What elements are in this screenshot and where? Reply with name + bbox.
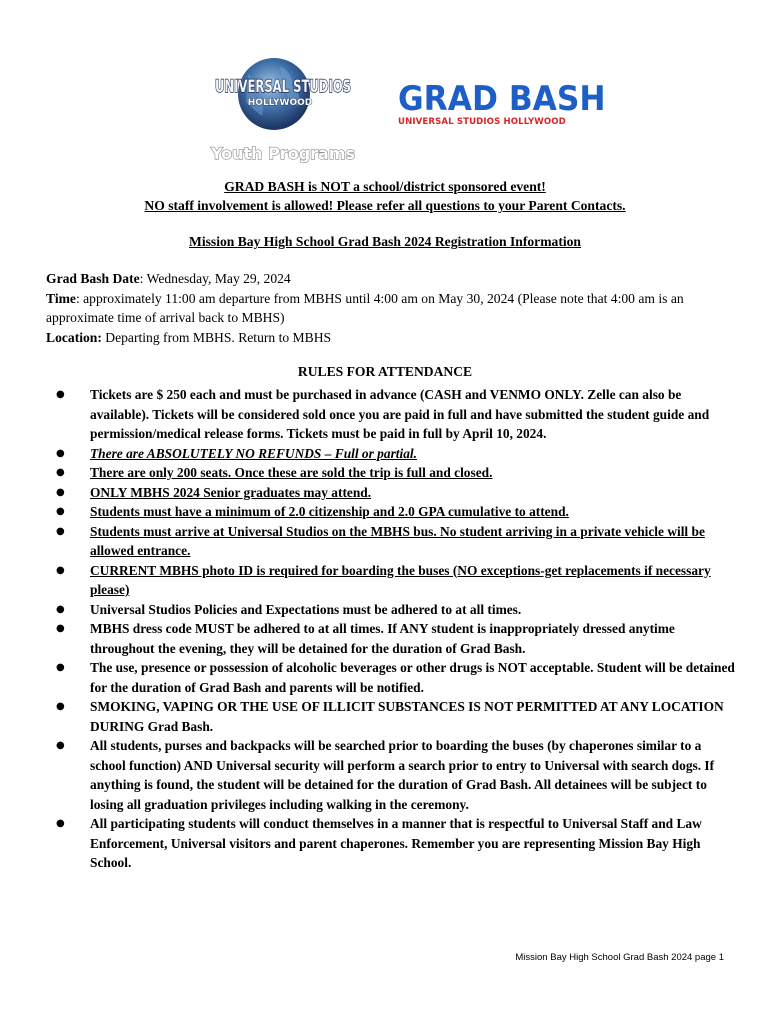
rule-item (56, 814, 736, 873)
location-value: Departing from MBHS. Return to MBHS (101, 329, 332, 345)
rule-item (56, 463, 736, 483)
rule-text: MBHS dress code MUST be adhered to at all times. If ANY student is inappropriately dressed anytime throughout the evening, they will be detained for the duration of Grad Bash. (90, 621, 675, 656)
rule-text: Universal Studios Policies and Expectations must be adhered to at all times. (90, 601, 522, 617)
time-row (46, 289, 726, 328)
bullet-icon: ● (56, 486, 65, 498)
rule-item (56, 736, 736, 814)
bullet-icon: ● (56, 506, 65, 517)
rule-text: CURRENT MBHS photo ID is required for boarding the buses (NO exceptions-get replacements if necessary please) (90, 562, 711, 597)
event-info (46, 269, 726, 347)
bullet-icon: ● (56, 623, 65, 634)
universal-studios-logo (210, 52, 356, 164)
rule-text: There are only 200 seats. Once these are sold the trip is full and closed. (90, 465, 493, 480)
rules-list (56, 385, 736, 873)
universal-logo-line1: UNIVERSAL STUDIOS (215, 77, 351, 96)
notice-line-2: NO staff involvement is allowed! Please refer all questions to your Parent Contacts. (144, 198, 626, 213)
rule-text: ONLY MBHS 2024 Senior graduates may attend. (90, 484, 372, 500)
rule-item (56, 619, 736, 658)
bullet-icon: ● (56, 662, 65, 673)
bullet-icon: ● (56, 389, 65, 400)
grad-bash-logo-title: GRAD BASH (398, 79, 606, 119)
rule-text: Students must have a minimum of 2.0 citizenship and 2.0 GPA cumulative to attend. (90, 504, 569, 519)
rule-item (56, 385, 736, 444)
rule-text: SMOKING, VAPING OR THE USE OF ILLICIT SUBSTANCES IS NOT PERMITTED AT ANY LOCATION DURING Grad Bash. (90, 699, 724, 734)
rule-item (56, 561, 736, 600)
date-label: Grad Bash Date (46, 271, 140, 286)
grad-bash-logo-subtitle: UNIVERSAL STUDIOS HOLLYWOOD (398, 117, 566, 127)
rule-item (56, 658, 736, 697)
bullet-icon: ● (56, 603, 65, 615)
rule-item (56, 697, 736, 736)
notice-block (0, 177, 770, 215)
bullet-icon: ● (56, 740, 65, 751)
rule-item (56, 522, 736, 561)
date-value: : Wednesday, May 29, 2024 (139, 271, 291, 286)
grad-bash-logo (398, 79, 606, 130)
notice-line-1: GRAD BASH is NOT a school/district sponsored event! (224, 179, 546, 194)
location-label: Location: (46, 329, 102, 345)
rule-item (56, 483, 736, 503)
rule-text: All students, purses and backpacks will be searched prior to boarding the buses (by chaperones similar to a school function) AND Universal security will perform a search prior to entry to Universal with search dogs. If anything is found, the student will be detained for the duration of Grad Bash. All detainees will be subject to losing all graduation privileges including walking in the ceremony. (90, 738, 715, 812)
bullet-icon: ● (56, 701, 65, 712)
rules-title: RULES FOR ATTENDANCE (297, 364, 473, 379)
bullet-icon: ● (56, 564, 65, 576)
bullet-icon: ● (56, 467, 65, 478)
bullet-icon: ● (56, 447, 65, 459)
rule-text: There are ABSOLUTELY NO REFUNDS – Full or partial. (90, 445, 417, 461)
date-row (46, 269, 726, 289)
universal-logo-line2: HOLLYWOOD (247, 98, 313, 108)
rule-item (56, 600, 736, 620)
bullet-icon: ● (56, 818, 65, 829)
time-value: : approximately 11:00 am departure from MBHS until 4:00 am on May 30, 2024 (Please note that 4:00 am is an approximate time of arrival back to MBHS) (46, 290, 684, 325)
rule-item (56, 502, 736, 522)
rule-item (56, 444, 736, 464)
rule-text: All participating students will conduct themselves in a manner that is respectful to Universal Staff and Law Enforcement, Universal visitors and parent chaperones. Remember you are representing Mission Bay High School. (90, 816, 702, 870)
page-footer: Mission Bay High School Grad Bash 2024 page 1 (515, 952, 724, 963)
registration-title: Mission Bay High School Grad Bash 2024 Registration Information (189, 234, 581, 249)
rule-text: Tickets are $ 250 each and must be purchased in advance (CASH and VENMO ONLY. Zelle can also be available). Tickets will be considered sold once you are paid in full and have submitted the student guide and permission/medical release forms. Tickets must be paid in full by April 10, 2024. (90, 387, 710, 441)
rule-text: Students must arrive at Universal Studios on the MBHS bus. No student arriving in a private vehicle will be allowed entrance. (90, 523, 705, 558)
bullet-icon: ● (56, 525, 65, 537)
time-label: Time (46, 290, 76, 306)
location-row (46, 328, 726, 348)
rule-text: The use, presence or possession of alcoholic beverages or other drugs is NOT acceptable. Student will be detained for the duration of Grad Bash and parents will be notified. (90, 660, 735, 695)
universal-logo-line3: Youth Programs (210, 144, 356, 163)
